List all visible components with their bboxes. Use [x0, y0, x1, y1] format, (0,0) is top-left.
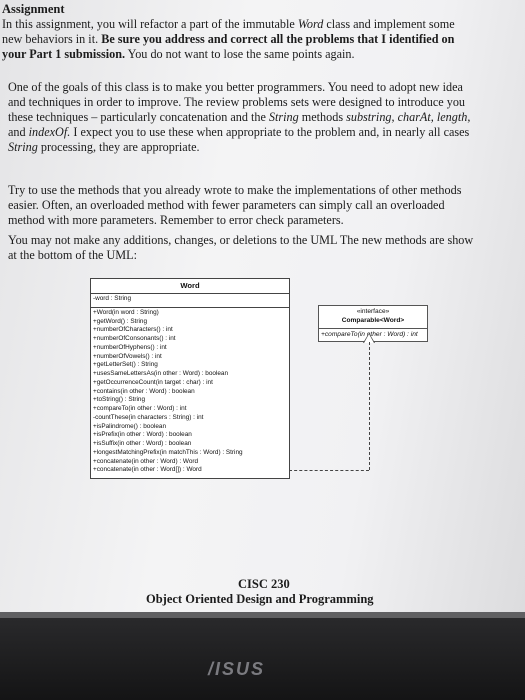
uml-interface-stereotype: «interface»: [356, 308, 390, 315]
uml-method: +isPrefix(in other : Word) : boolean: [93, 431, 192, 439]
uml-method: +getLetterSet() : String: [93, 361, 158, 369]
realization-line-vertical: [369, 342, 370, 470]
uml-method: +Word(in word : String): [93, 308, 159, 316]
text: method with more parameters. Remember to error check parameters.: [8, 213, 344, 227]
paragraph-reuse: [8, 183, 461, 228]
assignment-heading: Assignment: [2, 2, 65, 16]
text: at the bottom of the UML:: [8, 248, 137, 262]
uml-class-name: Word: [91, 279, 289, 294]
text-bold: Be sure you address and correct all the problems that I identified on: [101, 32, 455, 46]
uml-interface-header: [319, 306, 427, 329]
text-italic: String: [8, 140, 38, 154]
laptop-bezel: [0, 612, 525, 700]
text: You do not want to lose the same points again.: [125, 47, 355, 61]
uml-method: +compareTo(in other : Word) : int: [93, 405, 187, 412]
text: new behaviors in it.: [2, 32, 102, 46]
text: You may not make any additions, changes, or deletions to the UML The new methods are show: [8, 233, 474, 247]
paragraph-intro: [2, 17, 455, 62]
uml-method: +numberOfCharacters() : int: [93, 326, 173, 334]
text: methods: [298, 110, 347, 124]
uml-method: +numberOfHyphens() : int: [93, 343, 167, 351]
uml-methods: [91, 308, 289, 478]
text: and techniques in order to improve. The review problems sets were designed to introduce you: [8, 95, 466, 109]
uml-method: +concatenate(in other : Word[]) : Word: [93, 466, 202, 474]
uml-interface-method: +compareTo(in other : Word) : int: [321, 330, 418, 338]
uml-method: +numberOfConsonants() : int: [93, 335, 176, 342]
uml-method: +concatenate(in other : Word) : Word: [93, 457, 199, 465]
text-italic: indexOf.: [28, 125, 71, 139]
uml-method: +getWord() : String: [93, 317, 148, 325]
uml-method: +contains(in other : Word) : boolean: [93, 387, 195, 395]
text-italic: String: [268, 110, 299, 124]
text-italic: substring, charAt, length,: [346, 110, 471, 124]
uml-method: +getOccurrenceCount(in target : char) : int: [93, 378, 213, 386]
uml-method: +usesSameLettersAs(in other : Word) : boolean: [93, 370, 229, 377]
text-word: Word: [297, 17, 324, 31]
course-code: CISC 230: [238, 577, 290, 591]
uml-attributes: [91, 294, 289, 308]
uml-interface-name: Comparable<Word>: [341, 316, 405, 324]
text: easier. Often, an overloaded method with fewer parameters can simply call an overloaded: [8, 198, 445, 212]
bezel-edge: [0, 612, 525, 618]
text: I expect you to use these when appropriate to the problem and, in nearly all cases: [70, 125, 470, 139]
uml-method: +longestMatchingPrefix(in matchThis : Word) : String: [93, 448, 243, 456]
uml-method: +isPalindrome() : boolean: [93, 422, 166, 430]
uml-method: +isSuffix(in other : Word) : boolean: [93, 440, 192, 447]
paragraph-goals: [8, 80, 470, 155]
text: and: [8, 125, 29, 139]
text: processing, they are appropriate.: [37, 140, 200, 154]
text: In this assignment, you will refactor a part of the immutable: [2, 17, 298, 31]
uml-attribute: -word : String: [93, 295, 132, 302]
course-title: Object Oriented Design and Programming: [146, 592, 374, 606]
text-bold: your Part 1 submission.: [2, 47, 126, 61]
uml-method: +toString() : String: [93, 396, 146, 404]
asus-logo: /ISUS: [208, 659, 266, 679]
uml-word-class: [90, 278, 290, 479]
uml-method: -countThese(in characters : String) : int: [93, 413, 204, 421]
text: Try to use the methods that you already wrote to make the implementations of other methods: [8, 183, 462, 197]
text: One of the goals of this class is to make you better programmers. You need to adopt new idea: [8, 80, 463, 94]
text: these techniques – particularly concatenation and the: [8, 110, 269, 124]
realization-line-horizontal: [289, 470, 369, 471]
paragraph-uml-note: [8, 233, 473, 263]
uml-method: +numberOfVowels() : int: [93, 352, 162, 360]
text: class and implement some: [323, 17, 455, 31]
